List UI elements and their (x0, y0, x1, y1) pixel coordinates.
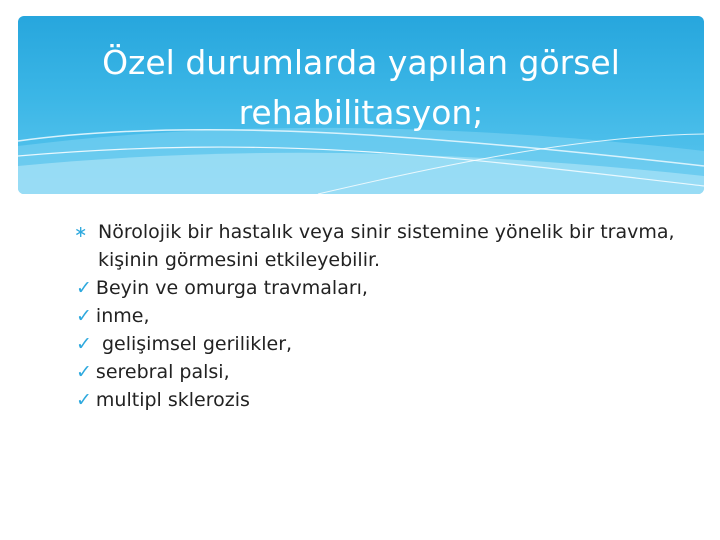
list-item-text: inme, (95, 305, 150, 327)
checkmark-icon: ✓ (76, 361, 92, 383)
asterisk-bullet-icon: ∗ (74, 222, 88, 241)
content-list (74, 218, 688, 414)
list-item-text: multipl sklerozis (95, 389, 250, 411)
main-bullet-text: Nörolojik bir hastalık veya sinir sistemine yönelik bir travma, kişinin görmesini etkileyebilir. (98, 221, 675, 271)
list-item (76, 274, 688, 302)
list-item (76, 330, 688, 358)
main-bullet (74, 218, 688, 274)
checkmark-icon: ✓ (76, 333, 92, 355)
title-line-2: rehabilitasyon; (238, 93, 484, 132)
slide-title (18, 38, 704, 138)
checkmark-icon: ✓ (76, 389, 92, 411)
list-item (76, 386, 688, 414)
checkmark-icon: ✓ (76, 277, 92, 299)
title-line-1: Özel durumlarda yapılan görsel (102, 43, 620, 82)
list-item-text: gelişimsel gerilikler, (95, 333, 293, 355)
checkmark-icon: ✓ (76, 305, 92, 327)
list-item (76, 302, 688, 330)
list-item-text: Beyin ve omurga travmaları, (95, 277, 368, 299)
list-item (76, 358, 688, 386)
title-banner (18, 16, 704, 194)
list-item-text: serebral palsi, (95, 361, 230, 383)
